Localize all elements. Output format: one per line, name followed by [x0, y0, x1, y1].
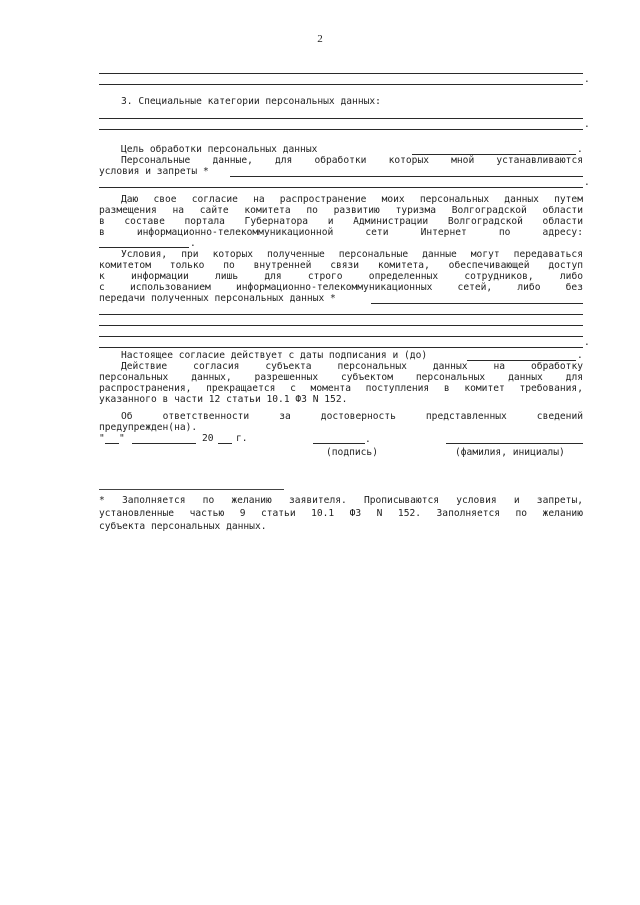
- day-field[interactable]: [105, 443, 119, 444]
- transfer-line-5: передачи полученных персональных данных *: [99, 293, 336, 304]
- footnote-separator: [99, 489, 284, 490]
- name-caption: (фамилия, инициалы): [455, 447, 565, 458]
- transfer-line-4: с использованием информационно-телекоммуникационных сетей, либо без: [99, 282, 583, 293]
- blank-line[interactable]: [99, 325, 583, 326]
- blank-line[interactable]: [99, 84, 583, 85]
- footnote-line-1: * Заполняется по желанию заявителя. Прописываются условия и запреты,: [99, 495, 583, 506]
- transfer-line-2: комитетом только по внутренней связи комитета, обеспечивающей доступ: [99, 260, 583, 271]
- signature-field[interactable]: [313, 443, 365, 444]
- blank-line[interactable]: [99, 118, 583, 119]
- conditions-line-2: условия и запреты *: [99, 166, 209, 177]
- month-field[interactable]: [132, 443, 196, 444]
- transfer-field[interactable]: [371, 303, 583, 304]
- footnote-line-2: установленные частью 9 статьи 10.1 ФЗ N 152. Заполняется по желанию: [99, 508, 583, 519]
- period: .: [365, 434, 371, 445]
- section-3-heading: 3. Специальные категории персональных данных:: [121, 96, 381, 107]
- responsibility-line-2: предупрежден(на).: [99, 422, 198, 433]
- signature-caption: (подпись): [326, 447, 378, 458]
- consent-line-1: Даю свое согласие на распространение моих персональных данных путем: [121, 194, 583, 205]
- year-field[interactable]: [218, 443, 232, 444]
- year-suffix: г.: [236, 433, 248, 444]
- footnote-line-3: субъекта персональных данных.: [99, 521, 267, 532]
- period: .: [584, 119, 590, 130]
- quote-open: ": [99, 433, 105, 444]
- termination-line-4: указанного в части 12 статьи 10.1 ФЗ N 152.: [99, 394, 348, 405]
- name-field[interactable]: [446, 443, 583, 444]
- termination-line-1: Действие согласия субъекта персональных данных на обработку: [121, 361, 583, 372]
- blank-line[interactable]: [99, 73, 583, 74]
- period: .: [577, 350, 583, 361]
- consent-line-4: в информационно-телекоммуникационной сети Интернет по адресу:: [99, 227, 583, 238]
- consent-line-3: в составе портала Губернатора и Администрации Волгоградской области: [99, 216, 583, 227]
- period: .: [577, 144, 583, 155]
- address-field[interactable]: [99, 247, 189, 248]
- blank-line[interactable]: [99, 347, 583, 348]
- purpose-label: Цель обработки персональных данных: [121, 144, 318, 155]
- transfer-line-3: к информации лишь для строго определенных сотрудников, либо: [99, 271, 583, 282]
- year-prefix: 20: [202, 433, 214, 444]
- conditions-line-1: Персональные данные, для обработки которых мной устанавливаются: [121, 155, 583, 166]
- termination-line-3: распространения, прекращается с момента поступления в комитет требования,: [99, 383, 583, 394]
- blank-line[interactable]: [99, 187, 583, 188]
- quote-close: ": [119, 433, 125, 444]
- consent-line-2: размещения на сайте комитета по развитию туризма Волгоградской области: [99, 205, 583, 216]
- responsibility-line-1: Об ответственности за достоверность представленных сведений: [121, 411, 583, 422]
- period: .: [584, 74, 590, 85]
- page-number: 2: [317, 33, 323, 45]
- transfer-line-1: Условия, при которых полученные персональные данные могут передаваться: [121, 249, 583, 260]
- period: .: [584, 337, 590, 348]
- blank-line[interactable]: [99, 314, 583, 315]
- termination-line-2: персональных данных, разрешенных субъектом персональных данных для: [99, 372, 583, 383]
- period: .: [584, 177, 590, 188]
- blank-line[interactable]: [99, 129, 583, 130]
- period: .: [190, 238, 196, 249]
- validity-label: Настоящее согласие действует с даты подписания и (до): [121, 350, 428, 361]
- blank-line[interactable]: [99, 336, 583, 337]
- conditions-field[interactable]: [230, 176, 583, 177]
